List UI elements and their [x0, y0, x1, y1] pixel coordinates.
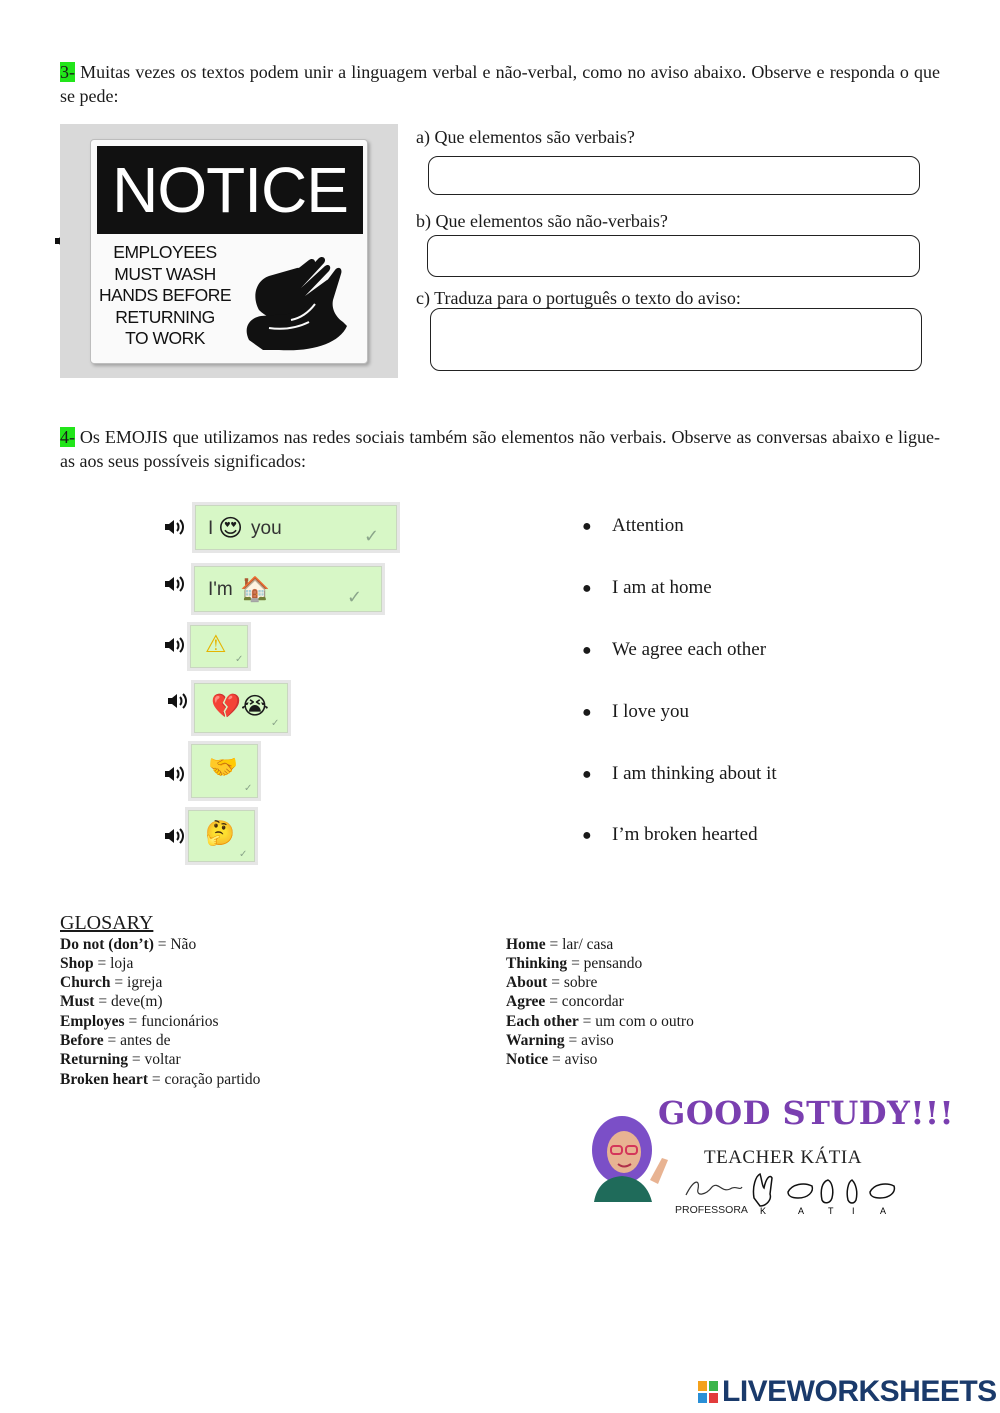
- check-icon: ✓: [235, 654, 244, 665]
- broken-heart-crying-emoji-icon: 💔😭: [211, 692, 269, 720]
- answer-field-3c[interactable]: [430, 308, 922, 371]
- check-icon: ✓: [244, 783, 253, 794]
- signature-scribble: [684, 1175, 744, 1201]
- professora-label: PROFESSORA: [675, 1204, 748, 1216]
- check-icon: ✓: [347, 587, 363, 608]
- option-label: I am at home: [612, 577, 712, 598]
- option-item[interactable]: [582, 576, 712, 601]
- glossary-entry: Do not (don’t) = Não: [60, 936, 197, 953]
- glossary-entry: Broken heart = coração partido: [60, 1071, 261, 1088]
- glossary-entry: Church = igreja: [60, 974, 163, 991]
- sign-letter: K: [760, 1206, 767, 1215]
- glossary-entry: Warning = aviso: [506, 1032, 614, 1049]
- bullet-icon: ●: [582, 580, 592, 597]
- question-4-text: [60, 425, 940, 473]
- option-label: We agree each other: [612, 639, 767, 660]
- chat-text: I'm: [208, 579, 233, 600]
- sign-letter: A: [880, 1206, 887, 1215]
- liveworksheets-logo-icon: [698, 1381, 718, 1403]
- glossary-entry: Shop = loja: [60, 955, 134, 972]
- chat-bubble-4[interactable]: [194, 683, 288, 733]
- check-icon: ✓: [364, 526, 380, 547]
- sign-letter: T: [828, 1206, 834, 1215]
- glossary-entry: Agree = concordar: [506, 993, 624, 1010]
- bullet-icon: ●: [582, 518, 592, 535]
- notice-line: HANDS BEFORE: [98, 285, 232, 305]
- speaker-icon[interactable]: [163, 574, 187, 594]
- check-icon: ✓: [239, 849, 248, 860]
- question-3a-label: a) Que elementos são verbais?: [416, 127, 635, 147]
- liveworksheets-logo[interactable]: LIVEWORKSHEETS: [722, 1375, 997, 1408]
- speaker-icon[interactable]: [163, 764, 187, 784]
- house-emoji-icon: 🏠: [240, 575, 270, 603]
- answer-field-3a[interactable]: [428, 156, 920, 195]
- question-3-number: 3-: [60, 62, 75, 82]
- good-study-heading: GOOD STUDY!!!: [658, 1094, 955, 1132]
- question-4-number: 4-: [60, 427, 75, 447]
- heart-eyes-emoji-icon: 😍: [218, 514, 244, 542]
- question-3b-label: b) Que elementos são não-verbais?: [416, 211, 668, 231]
- notice-line: MUST WASH: [114, 263, 216, 284]
- thinking-face-emoji-icon: 🤔: [205, 819, 235, 847]
- option-label: Attention: [612, 515, 684, 536]
- notice-line: EMPLOYEES: [113, 242, 217, 262]
- glossary-entry: About = sobre: [506, 974, 598, 991]
- chat-bubble-1[interactable]: [195, 505, 397, 550]
- option-item[interactable]: [582, 762, 777, 787]
- glossary-entry: Returning = voltar: [60, 1051, 181, 1068]
- option-item[interactable]: [582, 514, 684, 539]
- question-3-text: [60, 60, 940, 108]
- chat-bubble-2[interactable]: [194, 566, 382, 612]
- glossary-entry: Before = antes de: [60, 1032, 171, 1049]
- chat-text: you: [251, 518, 282, 539]
- notice-title: NOTICE: [97, 146, 363, 234]
- bullet-icon: ●: [582, 827, 592, 844]
- glossary-entry: Each other = um com o outro: [506, 1013, 694, 1030]
- chat-bubble-3[interactable]: [190, 625, 248, 668]
- option-label: I am thinking about it: [612, 763, 777, 784]
- washing-hands-icon: [239, 240, 359, 360]
- bullet-icon: ●: [582, 704, 592, 721]
- question-3c-label: c) Traduza para o português o texto do aviso:: [416, 288, 741, 308]
- answer-field-3b[interactable]: [427, 235, 920, 277]
- option-label: I’m broken hearted: [612, 824, 758, 845]
- bullet-icon: ●: [582, 766, 592, 783]
- option-item[interactable]: [582, 638, 766, 663]
- question-3-body: Muitas vezes os textos podem unir a linguagem verbal e não-verbal, como no aviso abaixo. Observe e responda o que se pede:: [60, 62, 940, 106]
- warning-emoji-icon: ⚠: [205, 630, 227, 658]
- notice-sign-image: [60, 124, 398, 378]
- handshake-emoji-icon: 🤝: [208, 753, 238, 781]
- glossary-entry: Thinking = pensando: [506, 955, 643, 972]
- teacher-name: TEACHER KÁTIA: [704, 1147, 862, 1168]
- option-label: I love you: [612, 701, 690, 722]
- speaker-icon[interactable]: [163, 517, 187, 537]
- speaker-icon[interactable]: [163, 635, 187, 655]
- question-4-body: Os EMOJIS que utilizamos nas redes sociais também são elementos não verbais. Observe as conversas abaixo e ligue-as aos seus possíveis significados:: [60, 427, 940, 471]
- speaker-icon[interactable]: [166, 691, 190, 711]
- notice-body: [95, 242, 235, 350]
- sign-letter: A: [798, 1206, 805, 1215]
- glossary-entry: Must = deve(m): [60, 993, 163, 1010]
- notice-card: [90, 139, 368, 364]
- sign-letter: I: [852, 1206, 855, 1215]
- glossary-entry: Home = lar/ casa: [506, 936, 614, 953]
- notice-line: RETURNING: [115, 306, 215, 327]
- notice-line: TO WORK: [125, 328, 205, 348]
- check-icon: ✓: [271, 718, 280, 729]
- option-item[interactable]: [582, 823, 758, 848]
- speaker-icon[interactable]: [163, 826, 187, 846]
- glossary-title: GLOSARY: [60, 912, 154, 934]
- chat-text: I: [208, 518, 214, 539]
- glossary-entry: Employes = funcionários: [60, 1013, 219, 1030]
- chat-bubble-6[interactable]: [188, 810, 255, 862]
- option-item[interactable]: [582, 700, 689, 725]
- glossary-entry: Notice = aviso: [506, 1051, 598, 1068]
- bullet-icon: ●: [582, 642, 592, 659]
- chat-bubble-5[interactable]: [191, 744, 258, 798]
- sign-language-hands-icon: [748, 1170, 908, 1215]
